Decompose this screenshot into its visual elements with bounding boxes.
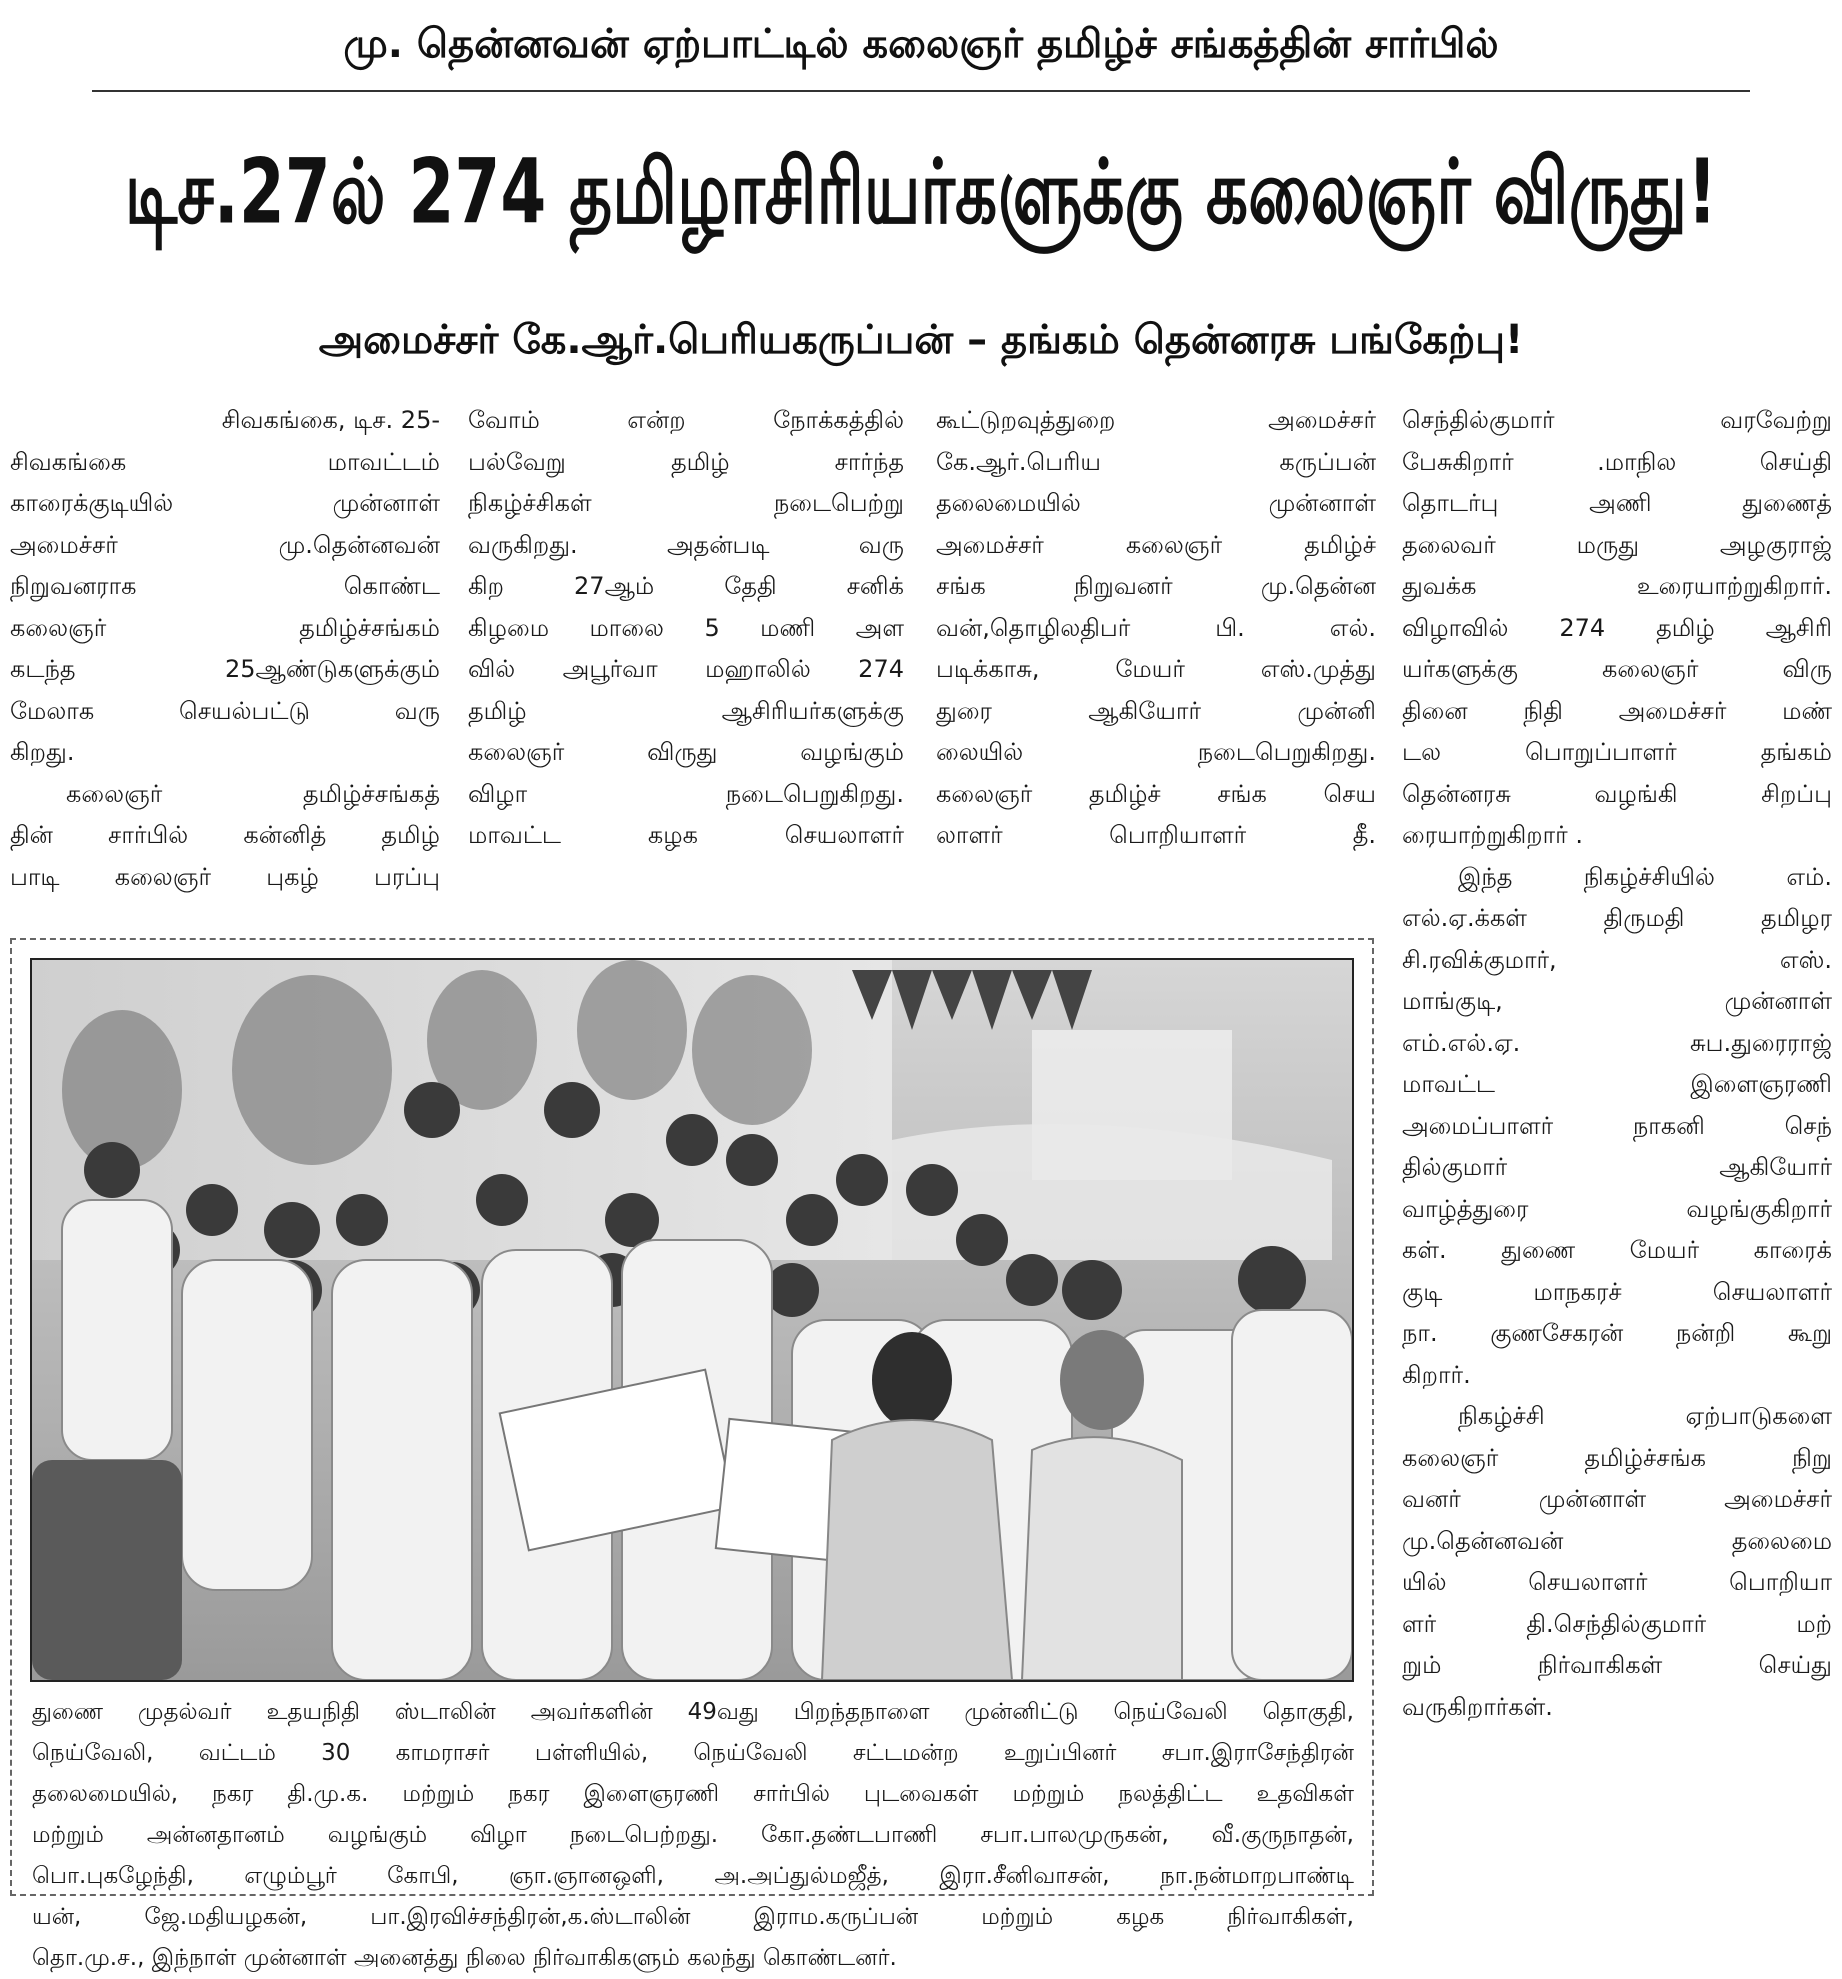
article-line: வோம் என்ற நோக்கத்தில்: [468, 406, 904, 434]
subheadline: அமைச்சர் கே.ஆர்.பெரியகருப்பன் – தங்கம் தென்னரசு பங்கேற்பு!: [318, 317, 1524, 363]
article-line: துவக்க உரையாற்றுகிறார்.: [1402, 572, 1832, 600]
photo-caption: [32, 1692, 1354, 1979]
article-line: நிகழ்ச்சி ஏற்பாடுகளை: [1458, 1402, 1832, 1430]
article-line: கிறது.: [10, 738, 75, 766]
article-line: பல்வேறு தமிழ் சார்ந்த: [468, 447, 904, 476]
event-photo: [30, 958, 1354, 1682]
article-line: தினை நிதி அமைச்சர் மண்: [1402, 696, 1832, 725]
article-line: வன்,தொழிலதிபர் பி. எல்.: [936, 613, 1376, 642]
article-line: இந்த நிகழ்ச்சியில் எம்.: [1458, 862, 1832, 891]
article-column-3: [936, 400, 1376, 857]
headline: டிச.27ல் 274 தமிழாசிரியர்களுக்கு கலைஞர் விருது!: [124, 140, 1718, 245]
article-line: லையில் நடைபெறுகிறது.: [936, 738, 1376, 766]
caption-line: நெய்வேலி, வட்டம் 30 காமராசர் பள்ளியில், நெய்வேலி சட்டமன்ற உறுப்பினர் சபா.இராசேந்திரன்: [32, 1740, 1354, 1766]
article-line: கள். துணை மேயர் காரைக்: [1402, 1236, 1832, 1264]
article-line: ளர் தி.செந்தில்குமார் மற்: [1402, 1609, 1832, 1638]
article-line: லாளர் பொறியாளர் தீ.: [936, 821, 1376, 849]
article-line: கிழமை மாலை 5 மணி அள: [468, 613, 904, 642]
event-photo-illustration: [32, 960, 1352, 1680]
article-line: காரைக்குடியில் முன்னாள்: [10, 489, 440, 517]
article-line: கலைஞர் தமிழ்ச்சங்கத்: [66, 779, 440, 808]
article-line: கே.ஆர்.பெரிய கருப்பன்: [936, 447, 1376, 476]
article-line: தலைவர் மருது அழகுராஜ்: [1402, 530, 1832, 559]
article-line: மு.தென்னவன் தலைமை: [1402, 1526, 1832, 1555]
article-line: எல்.ஏ.க்கள் திருமதி தமிழர: [1402, 904, 1832, 932]
caption-line: மற்றும் அன்னதானம் வழங்கும் விழா நடைபெற்றது. கோ.தண்டபாணி சபா.பாலமுருகன், வீ.குருநாதன்,: [32, 1822, 1354, 1848]
article-line: றும் நிர்வாகிகள் செய்து: [1402, 1651, 1832, 1679]
caption-line: துணை முதல்வர் உதயநிதி ஸ்டாலின் அவர்களின் 49வது பிறந்தநாளை முன்னிட்டு நெய்வேலி தொகுதி,: [32, 1699, 1354, 1725]
article-line: செந்தில்குமார் வரவேற்று: [1402, 406, 1832, 434]
caption-line: தலைமையில், நகர தி.மு.க. மற்றும் நகர இளைஞரணி சார்பில் புடவைகள் மற்றும் நலத்திட்ட உதவிகள்: [32, 1781, 1354, 1807]
article-line: கலைஞர் தமிழ்ச் சங்க செய: [936, 779, 1376, 808]
article-line: நிறுவனராக கொண்ட: [10, 572, 440, 600]
article-line: மாவட்ட இளைஞரணி: [1402, 1070, 1832, 1098]
article-line: தென்னரசு வழங்கி சிறப்பு: [1402, 779, 1832, 808]
article-line: துரை ஆகியோர் முன்னி: [936, 696, 1376, 725]
caption-line: தொ.மு.ச., இந்நாள் முன்னாள் அனைத்து நிலை நிர்வாகிகளும் கலந்து கொண்டனர்.: [32, 1945, 897, 1971]
article-line: தின் சார்பில் கன்னித் தமிழ்: [10, 821, 440, 849]
article-line: அமைப்பாளர் நாகனி செந்: [1402, 1111, 1832, 1140]
article-line: மாங்குடி, முன்னாள்: [1402, 987, 1832, 1015]
article-line: தில்குமார் ஆகியோர்: [1402, 1153, 1832, 1181]
article-line: யில் செயலாளர் பொறியா: [1402, 1568, 1832, 1596]
article-line: வில் அபூர்வா மஹாலில் 274: [468, 655, 904, 683]
article-line: நிகழ்ச்சிகள் நடைபெற்று: [468, 489, 904, 517]
article-column-1: [10, 400, 440, 898]
article-line: பாடி கலைஞர் புகழ் பரப்பு: [10, 862, 440, 891]
article-line: சி.ரவிக்குமார், எஸ்.: [1402, 945, 1832, 974]
article-line: படிக்காசு, மேயர் எஸ்.முத்து: [936, 655, 1376, 683]
article-line: தமிழ் ஆசிரியர்களுக்கு: [468, 696, 904, 725]
article-line: வருகிறது. அதன்படி வரு: [468, 530, 904, 559]
article-line: அமைச்சர் கலைஞர் தமிழ்ச்: [936, 530, 1376, 559]
article-line: பேசுகிறார் .மாநில செய்தி: [1402, 447, 1832, 476]
article-line: மேலாக செயல்பட்டு வரு: [10, 696, 440, 725]
article-line: கிற 27ஆம் தேதி சனிக்: [468, 572, 904, 600]
article-line: சங்க நிறுவனர் மு.தென்ன: [936, 572, 1376, 600]
article-line: நா. குணசேகரன் நன்றி கூறு: [1402, 1319, 1832, 1347]
article-line: தொடர்பு அணி துணைத்: [1402, 489, 1832, 517]
photo-box: [10, 938, 1374, 1971]
caption-line: யன், ஜே.மதியழகன், பா.இரவிச்சந்திரன்,க.ஸ்டாலின் இராம.கருப்பன் மற்றும் கழக நிர்வாகிகள்,: [32, 1904, 1354, 1930]
article-line: கலைஞர் விருது வழங்கும்: [468, 738, 904, 766]
article-line: வாழ்த்துரை வழங்குகிறார்: [1402, 1194, 1832, 1223]
caption-line: பொ.புகழேந்தி, எழும்பூர் கோபி, ஞா.ஞானஒளி, அ.அப்துல்மஜீத், இரா.சீனிவாசன், நா.நன்மாறபாண்டி: [32, 1863, 1354, 1889]
article-line: அமைச்சர் மு.தென்னவன்: [10, 530, 440, 559]
article-line: மாவட்ட கழக செயலாளர்: [468, 821, 904, 849]
article-line: தலைமையில் முன்னாள்: [936, 489, 1376, 517]
article-line: சிவகங்கை மாவட்டம்: [10, 447, 440, 476]
article-line: டல பொறுப்பாளர் தங்கம்: [1402, 738, 1832, 766]
article-line: கூட்டுறவுத்துறை அமைச்சர்: [936, 406, 1376, 434]
article-line: வருகிறார்கள்.: [1402, 1692, 1553, 1721]
article-line: கிறார்.: [1402, 1360, 1471, 1389]
article-line: விழாவில் 274 தமிழ் ஆசிரி: [1402, 613, 1832, 642]
article-line: ரையாற்றுகிறார் .: [1402, 821, 1583, 849]
article-line: எம்.எல்.ஏ. சுப.துரைராஜ்: [1402, 1028, 1832, 1057]
article-line: கலைஞர் தமிழ்ச்சங்கம்: [10, 613, 440, 642]
article-column-4: [1402, 400, 1832, 1728]
article-line: கலைஞர் தமிழ்ச்சங்க நிறு: [1402, 1443, 1832, 1472]
article-line: கடந்த 25ஆண்டுகளுக்கும்: [10, 655, 440, 683]
article-line: சிவகங்கை, டிச. 25-: [221, 406, 440, 434]
article-line: யர்களுக்கு கலைஞர் விரு: [1402, 655, 1832, 683]
article-line: குடி மாநகரச் செயலாளர்: [1402, 1277, 1832, 1306]
kicker-line: மு. தென்னவன் ஏற்பாட்டில் கலைஞர் தமிழ்ச் சங்கத்தின் சார்பில்: [343, 21, 1499, 67]
article-line: வனர் முன்னாள் அமைச்சர்: [1402, 1485, 1832, 1513]
article-line: விழா நடைபெறுகிறது.: [468, 779, 904, 808]
article-column-2: [468, 400, 904, 857]
